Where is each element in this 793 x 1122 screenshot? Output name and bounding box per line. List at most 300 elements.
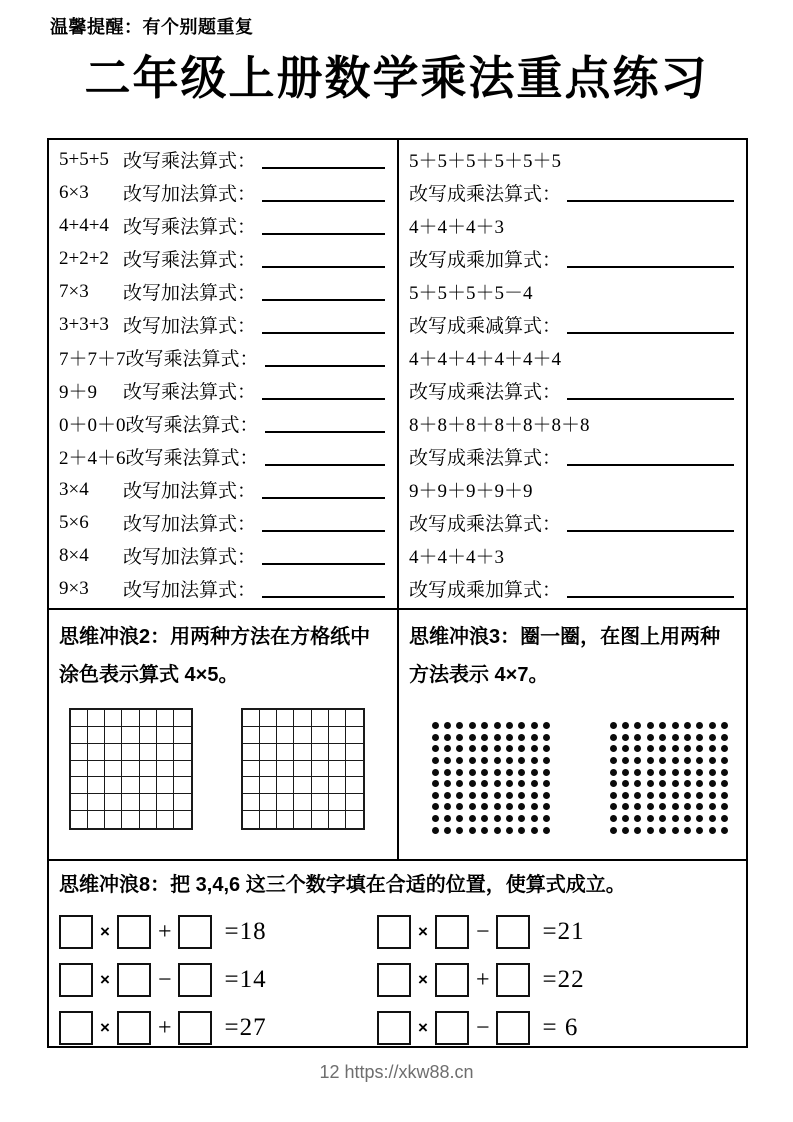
exercise-row [399, 539, 746, 572]
dot [469, 780, 476, 787]
dot [543, 757, 550, 764]
grid-cell [346, 811, 363, 828]
fill-in-box[interactable] [435, 915, 469, 949]
grid-cell [122, 794, 139, 811]
dot [481, 722, 488, 729]
dot [647, 745, 654, 752]
fill-in-box[interactable] [117, 963, 151, 997]
grid-cell [122, 761, 139, 778]
dot [481, 792, 488, 799]
dot [518, 734, 525, 741]
dot [494, 815, 501, 822]
dot [659, 815, 666, 822]
fill-in-box[interactable] [496, 963, 530, 997]
grid-cell [71, 727, 88, 744]
dot [456, 815, 463, 822]
dot [543, 722, 550, 729]
answer-blank[interactable] [567, 596, 734, 598]
grid-cell [277, 744, 294, 761]
grid-cell [260, 811, 277, 828]
dot [672, 745, 679, 752]
grid-cell [157, 727, 174, 744]
exercise-expression: 9＋9 [59, 382, 98, 403]
exercise-expression: 8＋8＋8＋8＋8＋8＋8 [409, 415, 590, 436]
grid-cell [260, 744, 277, 761]
grid-cell [140, 794, 157, 811]
exercise-instruction: 改写成乘法算式： [409, 448, 562, 469]
exercise-column-right [399, 140, 746, 608]
grid-cell [329, 811, 346, 828]
grid-cell [346, 744, 363, 761]
grid-cell [277, 727, 294, 744]
dot [622, 722, 629, 729]
fill-in-box[interactable] [178, 915, 212, 949]
dot [444, 803, 451, 810]
dot [610, 827, 617, 834]
dot [531, 722, 538, 729]
plus-minus-operator: + [157, 918, 172, 945]
dot [684, 745, 691, 752]
exercise-instruction: 改写乘法算式： [125, 448, 259, 469]
grid-cell [88, 777, 105, 794]
dot [432, 769, 439, 776]
exercise-row [399, 209, 746, 242]
dot [721, 745, 728, 752]
answer-blank[interactable] [262, 299, 385, 301]
dot [709, 757, 716, 764]
exercise-row [399, 275, 746, 308]
grid-cell [312, 777, 329, 794]
dot [481, 745, 488, 752]
dot [721, 757, 728, 764]
dot [506, 780, 513, 787]
exercise-expression: 4+4+4 [59, 214, 109, 236]
grid-cell [243, 811, 260, 828]
dot [444, 815, 451, 822]
fill-in-box[interactable] [178, 1011, 212, 1045]
dot [481, 827, 488, 834]
grid-cell [312, 794, 329, 811]
exercise-instruction: 改写乘法算式： [123, 250, 257, 271]
dot [481, 780, 488, 787]
dot [647, 827, 654, 834]
grid-cell [260, 710, 277, 727]
dot [456, 780, 463, 787]
exercise-instruction: 改写成乘加算式： [409, 580, 562, 601]
answer-blank[interactable] [262, 332, 385, 334]
answer-blank[interactable] [262, 266, 385, 268]
grid-cell [140, 761, 157, 778]
dot [469, 815, 476, 822]
equation-row [377, 908, 585, 956]
dot [531, 827, 538, 834]
dot [506, 745, 513, 752]
exercise-row [399, 176, 746, 209]
dot [444, 722, 451, 729]
squared-paper-area [69, 708, 387, 830]
answer-blank[interactable] [265, 464, 385, 466]
grid-cell [140, 727, 157, 744]
exercise-row [49, 341, 397, 374]
fill-in-box[interactable] [496, 1011, 530, 1045]
dot [494, 745, 501, 752]
grid-cell [294, 794, 311, 811]
dot [684, 722, 691, 729]
fill-in-box[interactable] [435, 963, 469, 997]
grid-cell [174, 710, 191, 727]
exercise-instruction: 改写乘法算式： [123, 151, 257, 172]
grid-cell [71, 794, 88, 811]
dot [721, 792, 728, 799]
exercise-expression: 9＋9＋9＋9＋9 [409, 481, 533, 502]
dot [647, 803, 654, 810]
dot [647, 734, 654, 741]
exercise-instruction: 改写加法算式： [123, 547, 257, 568]
equation-result: =14 [224, 966, 267, 993]
dot [506, 815, 513, 822]
fill-in-box[interactable] [178, 963, 212, 997]
dot [432, 745, 439, 752]
dot [432, 780, 439, 787]
dot [647, 792, 654, 799]
fill-in-box[interactable] [496, 915, 530, 949]
thinking-surf-section [49, 610, 746, 861]
answer-blank[interactable] [262, 563, 385, 565]
fill-in-box[interactable] [59, 1011, 93, 1045]
dot [469, 757, 476, 764]
exercise-expression: 3+3+3 [59, 313, 109, 335]
grid-cell [157, 710, 174, 727]
answer-blank[interactable] [567, 266, 734, 268]
grid-cell [346, 794, 363, 811]
exercise-row [399, 473, 746, 506]
grid-cell [105, 811, 122, 828]
dot [506, 722, 513, 729]
multiply-operator: × [100, 922, 110, 941]
answer-blank[interactable] [567, 398, 734, 400]
grid-cell [329, 794, 346, 811]
dot [456, 745, 463, 752]
answer-blank[interactable] [262, 596, 385, 598]
grid-cell [140, 777, 157, 794]
grid-cell [71, 811, 88, 828]
grid-cell [329, 744, 346, 761]
surf2-title: 思维冲浪2：用两种方法在方格纸中涂色表示算式 4×5。 [59, 626, 371, 686]
dot [672, 734, 679, 741]
grid-cell [346, 727, 363, 744]
dot [543, 734, 550, 741]
dot [432, 815, 439, 822]
answer-blank[interactable] [262, 497, 385, 499]
dot [659, 803, 666, 810]
dot [622, 757, 629, 764]
dot [456, 734, 463, 741]
fill-in-box[interactable] [59, 915, 93, 949]
grid-cell [140, 710, 157, 727]
dot [543, 827, 550, 834]
fill-in-box[interactable] [59, 963, 93, 997]
dot [518, 769, 525, 776]
dot [494, 803, 501, 810]
dot [531, 792, 538, 799]
fill-in-box[interactable] [435, 1011, 469, 1045]
dot [543, 792, 550, 799]
dot [494, 769, 501, 776]
grid-cell [157, 744, 174, 761]
dot [647, 780, 654, 787]
dot [696, 757, 703, 764]
exercise-instruction: 改写成乘加算式： [409, 250, 562, 271]
grid-cell [140, 744, 157, 761]
dot [647, 722, 654, 729]
exercise-row [399, 572, 746, 605]
dot [684, 769, 691, 776]
dot [659, 757, 666, 764]
exercise-expression: 3×4 [59, 478, 89, 500]
exercise-row [399, 506, 746, 539]
plus-minus-operator: + [475, 966, 490, 993]
dot [659, 734, 666, 741]
dot [506, 769, 513, 776]
dot [696, 734, 703, 741]
exercise-instruction: 改写加法算式： [123, 481, 257, 502]
equation-area [59, 908, 736, 1052]
dot [610, 803, 617, 810]
equation-column-left [59, 908, 377, 1052]
dot [444, 734, 451, 741]
exercise-instruction: 改写乘法算式： [123, 217, 257, 238]
dot [432, 792, 439, 799]
equation-result: = 6 [542, 1014, 579, 1041]
fill-in-box[interactable] [117, 915, 151, 949]
dot [684, 780, 691, 787]
dot [518, 780, 525, 787]
dot [684, 827, 691, 834]
dot [696, 769, 703, 776]
exercise-row [49, 440, 397, 473]
dot [456, 722, 463, 729]
dot [444, 827, 451, 834]
dot [456, 827, 463, 834]
grid-cell [260, 777, 277, 794]
exercise-row [399, 374, 746, 407]
exercise-row [399, 440, 746, 473]
dot [610, 815, 617, 822]
grid-cell [277, 710, 294, 727]
dot [456, 803, 463, 810]
grid-cell [174, 727, 191, 744]
grid-cell [346, 777, 363, 794]
grid-cell [157, 794, 174, 811]
dot [672, 722, 679, 729]
dot [709, 815, 716, 822]
grid-cell [71, 777, 88, 794]
dot [518, 803, 525, 810]
dot [494, 827, 501, 834]
equation-column-right [377, 908, 585, 1052]
grid-cell [277, 761, 294, 778]
answer-blank[interactable] [567, 530, 734, 532]
plus-minus-operator: − [157, 966, 172, 993]
dot [709, 734, 716, 741]
grid-cell [243, 794, 260, 811]
dot [610, 734, 617, 741]
dot [684, 815, 691, 822]
multiply-operator: × [100, 970, 110, 989]
dot [610, 769, 617, 776]
grid-cell [294, 727, 311, 744]
exercise-expression: 0＋0＋0 [59, 415, 126, 436]
plus-minus-operator: − [475, 1014, 490, 1041]
equation-row [59, 956, 377, 1004]
exercise-expression: 7×3 [59, 280, 89, 302]
dot [469, 827, 476, 834]
fill-in-box[interactable] [377, 915, 411, 949]
exercise-expression: 5＋5＋5＋5－4 [409, 283, 533, 304]
dot [634, 815, 641, 822]
exercise-expression: 9×3 [59, 577, 89, 599]
dot [647, 815, 654, 822]
dot [709, 827, 716, 834]
page-footer: 12 https://xkw88.cn [319, 1062, 474, 1082]
dot [518, 792, 525, 799]
dot [506, 803, 513, 810]
exercise-instruction: 改写成乘法算式： [409, 514, 562, 535]
dot [672, 803, 679, 810]
exercise-row [49, 176, 397, 209]
surf3-title: 思维冲浪3：圈一圈，在图上用两种方法表示 4×7。 [409, 626, 721, 686]
dot [481, 769, 488, 776]
answer-blank[interactable] [567, 200, 734, 202]
grid-cell [260, 727, 277, 744]
dot [684, 803, 691, 810]
exercise-instruction: 改写加法算式： [123, 283, 257, 304]
grid-cell [105, 777, 122, 794]
grid-cell [243, 727, 260, 744]
grid-cell [294, 811, 311, 828]
fill-in-box[interactable] [377, 1011, 411, 1045]
dot [634, 803, 641, 810]
answer-blank[interactable] [262, 398, 385, 400]
dot [469, 734, 476, 741]
grid-cell [174, 761, 191, 778]
equation-result: =27 [224, 1014, 267, 1041]
grid-cell [105, 727, 122, 744]
exercise-expression: 5+5+5 [59, 148, 109, 170]
exercise-expression: 6×3 [59, 181, 89, 203]
dot [469, 803, 476, 810]
squared-paper-grid [241, 708, 365, 830]
grid-cell [294, 761, 311, 778]
answer-blank[interactable] [567, 332, 734, 334]
dot [696, 827, 703, 834]
dot [622, 734, 629, 741]
exercise-row [49, 242, 397, 275]
grid-cell [329, 710, 346, 727]
dot [432, 803, 439, 810]
plus-minus-operator: − [475, 918, 490, 945]
dot [684, 792, 691, 799]
grid-cell [260, 761, 277, 778]
dot [647, 757, 654, 764]
dot [444, 745, 451, 752]
exercise-row [49, 143, 397, 176]
dot [721, 769, 728, 776]
exercise-expression: 4＋4＋4＋3 [409, 217, 505, 238]
exercise-expression: 2+2+2 [59, 247, 109, 269]
dot [622, 815, 629, 822]
grid-cell [243, 744, 260, 761]
fill-in-box[interactable] [117, 1011, 151, 1045]
answer-blank[interactable] [567, 464, 734, 466]
grid-cell [88, 727, 105, 744]
answer-blank[interactable] [265, 365, 385, 367]
dot [709, 803, 716, 810]
grid-cell [294, 710, 311, 727]
dot [672, 815, 679, 822]
dot [610, 745, 617, 752]
dot [444, 792, 451, 799]
multiply-operator: × [418, 970, 428, 989]
dot [494, 792, 501, 799]
dot [634, 745, 641, 752]
answer-blank[interactable] [262, 530, 385, 532]
exercise-row [49, 506, 397, 539]
equation-row [59, 908, 377, 956]
dot [721, 734, 728, 741]
dot [634, 734, 641, 741]
answer-blank[interactable] [265, 431, 385, 433]
grid-cell [71, 710, 88, 727]
grid-cell [346, 761, 363, 778]
dot [432, 827, 439, 834]
squared-paper-grid [69, 708, 193, 830]
dot [684, 734, 691, 741]
dot [506, 734, 513, 741]
fill-in-box[interactable] [377, 963, 411, 997]
grid-cell [174, 777, 191, 794]
equation-row [377, 1004, 585, 1052]
grid-cell [243, 710, 260, 727]
dot [494, 757, 501, 764]
dot [659, 722, 666, 729]
dot [647, 769, 654, 776]
dot [672, 769, 679, 776]
dot [634, 757, 641, 764]
exercise-row [49, 572, 397, 605]
exercise-instruction: 改写加法算式： [123, 514, 257, 535]
dot [469, 769, 476, 776]
grid-cell [174, 794, 191, 811]
dot [543, 769, 550, 776]
exercise-expression: 8×4 [59, 544, 89, 566]
answer-blank[interactable] [262, 233, 385, 235]
dot [709, 745, 716, 752]
dot-array-area [429, 720, 736, 836]
answer-blank[interactable] [262, 167, 385, 169]
dot [721, 803, 728, 810]
dot [456, 769, 463, 776]
grid-cell [294, 744, 311, 761]
grid-cell [122, 777, 139, 794]
dot [672, 780, 679, 787]
grid-cell [122, 710, 139, 727]
answer-blank[interactable] [262, 200, 385, 202]
dot-array [607, 720, 731, 836]
grid-cell [243, 777, 260, 794]
dot [622, 827, 629, 834]
dot [721, 815, 728, 822]
